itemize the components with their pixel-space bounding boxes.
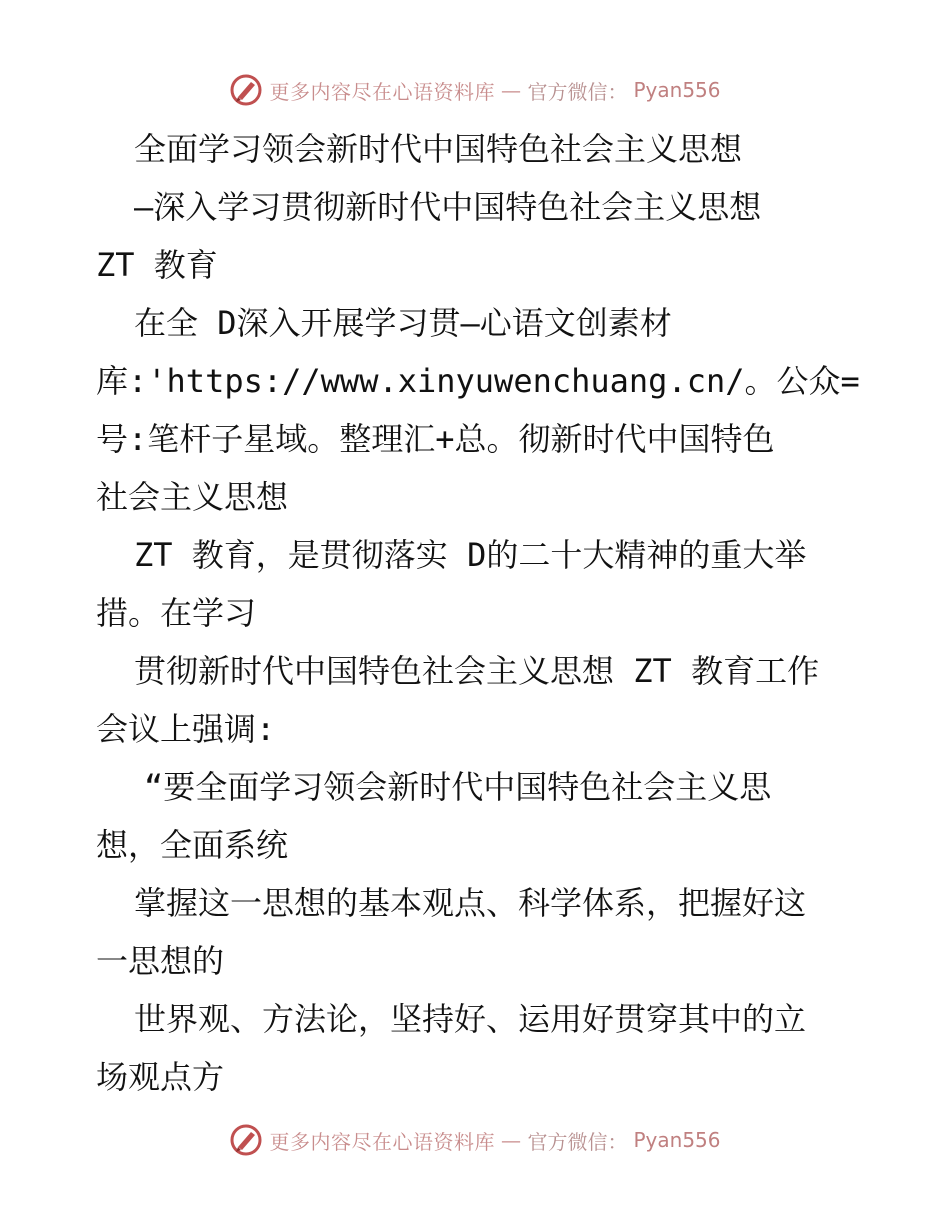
- quote-line: “要全面学习领会新时代中国特色社会主义思: [144, 768, 772, 806]
- subtitle-line: —深入学习贯彻新时代中国特色社会主义思想: [134, 188, 762, 226]
- paragraph-line: 措。在学习: [96, 594, 257, 632]
- paragraph-line: 世界观、方法论，坚持好、运用好贯穿其中的立: [134, 1000, 807, 1038]
- paragraph-line: 社会主义思想: [96, 478, 289, 516]
- paragraph-line: 在全 D深入开展学习贯—心语文创素材: [134, 304, 672, 342]
- quote-line: 想，全面系统: [96, 826, 289, 864]
- title-line: 全面学习领会新时代中国特色社会主义思想: [134, 130, 743, 168]
- header-watermark-id: Pyan556: [633, 78, 721, 102]
- paragraph-line: 一思想的: [96, 942, 225, 980]
- pen-logo-icon: [229, 73, 263, 107]
- subtitle-continuation: ZT 教育: [96, 246, 218, 284]
- paragraph-line: 号:笔杆子星域。整理汇+总。彻新时代中国特色: [96, 420, 775, 458]
- header-watermark: [0, 70, 950, 110]
- footer-watermark-dash: —: [500, 1128, 522, 1152]
- footer-watermark-inner: [229, 1123, 720, 1157]
- paragraph-line: 场观点方: [96, 1058, 225, 1096]
- footer-watermark-brand: 官方微信：: [527, 1129, 628, 1154]
- paragraph-line: 会议上强调:: [96, 710, 276, 748]
- paragraph-line: 贯彻新时代中国特色社会主义思想 ZT 教育工作: [134, 652, 820, 690]
- paragraph-line: ZT 教育，是贯彻落实 D的二十大精神的重大举: [134, 536, 807, 574]
- footer-watermark-id: Pyan556: [633, 1128, 721, 1152]
- header-watermark-brand: 官方微信：: [527, 79, 628, 104]
- header-watermark-text: 更多内容尽在心语资料库: [269, 79, 495, 104]
- header-watermark-inner: [229, 73, 720, 107]
- document-body: [96, 120, 896, 1106]
- paragraph-line: 库:'https://www.xinyuwenchuang.cn/。公众=: [96, 362, 860, 400]
- footer-watermark: [0, 1120, 950, 1160]
- paragraph-line: 掌握这一思想的基本观点、科学体系，把握好这: [134, 884, 807, 922]
- header-watermark-dash: —: [500, 78, 522, 102]
- footer-watermark-text: 更多内容尽在心语资料库: [269, 1129, 495, 1154]
- pen-logo-icon: [229, 1123, 263, 1157]
